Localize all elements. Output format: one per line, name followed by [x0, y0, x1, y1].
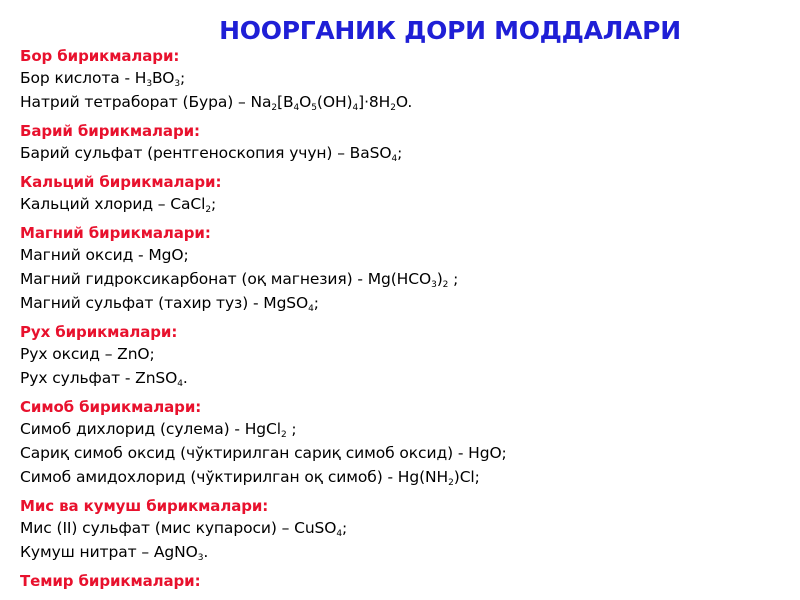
- section-heading: Магний бирикмалари:: [20, 224, 211, 242]
- compound-line: [20, 417, 790, 441]
- section-heading: Рух бирикмалари:: [20, 323, 178, 341]
- subscript: 2: [271, 103, 278, 113]
- line-text: .: [182, 369, 188, 387]
- subscript: 4: [293, 103, 300, 113]
- compound-line: [20, 141, 790, 165]
- compound-line: [20, 366, 790, 390]
- line-text: Магний гидроксикарбонат (оқ магнезия) - Mg(HCO: [20, 270, 432, 288]
- compound-line: [20, 267, 790, 291]
- section-heading: Симоб бирикмалари:: [20, 398, 202, 416]
- subscript: 3: [174, 79, 181, 89]
- line-text: BO: [152, 69, 175, 87]
- line-text: Сариқ симоб оксид (чўктирилган сариқ симоб оксид) - HgO;: [20, 444, 507, 462]
- section-heading: Темир бирикмалари:: [20, 572, 201, 590]
- subscript: 4: [352, 103, 359, 113]
- page-title: НООРГАНИК ДОРИ МОДДАЛАРИ: [219, 16, 681, 45]
- section: [20, 496, 790, 564]
- line-text: (OH): [316, 93, 353, 111]
- content-body: [20, 46, 790, 598]
- section: [20, 121, 790, 165]
- subscript: 2: [448, 478, 454, 488]
- compound-line: [20, 66, 790, 90]
- subscript: 4: [308, 304, 314, 314]
- line-text: ;: [210, 195, 217, 213]
- subscript: 3: [146, 79, 153, 89]
- section-heading: Мис ва кумуш бирикмалари:: [20, 497, 269, 515]
- line-text: Рух сульфат - ZnSO: [20, 369, 178, 387]
- line-text: .: [203, 543, 209, 561]
- section: [20, 172, 790, 216]
- line-text: ;: [313, 294, 319, 312]
- subscript: 2: [205, 205, 211, 215]
- line-text: Бор кислота - H: [20, 69, 147, 87]
- line-text: ): [436, 270, 443, 288]
- line-text: Рух оксид – ZnO;: [20, 345, 155, 363]
- line-text: ;: [342, 519, 348, 537]
- subscript: 4: [336, 529, 343, 539]
- line-text: ;: [397, 144, 403, 162]
- section: [20, 571, 790, 591]
- line-text: Кальций хлорид – CaCl: [20, 195, 206, 213]
- compound-line: [20, 243, 790, 267]
- compound-line: [20, 192, 790, 216]
- line-text: ]·8H: [358, 93, 391, 111]
- section: [20, 322, 790, 390]
- line-text: Магний сульфат (тахир туз) - MgSO: [20, 294, 309, 312]
- line-text: Симоб амидохлорид (чўктирилган оқ симоб) - Hg(NH: [20, 468, 449, 486]
- subscript: 2: [390, 103, 396, 113]
- line-text: ;: [180, 69, 186, 87]
- line-text: Магний оксид - MgO;: [20, 246, 189, 264]
- line-text: )Cl;: [453, 468, 480, 486]
- compound-line: [20, 465, 790, 489]
- section: [20, 397, 790, 489]
- line-text: Мис (II) сульфат (мис купароси) – CuSO: [20, 519, 337, 537]
- compound-line: [20, 441, 790, 465]
- compound-line: [20, 540, 790, 564]
- compound-line: [20, 291, 790, 315]
- section: [20, 46, 790, 114]
- subscript: 4: [177, 379, 183, 389]
- section: [20, 223, 790, 315]
- subscript: 2: [280, 430, 287, 440]
- compound-line: [20, 516, 790, 540]
- subscript: 5: [311, 103, 317, 113]
- section-heading: Бор бирикмалари:: [20, 47, 180, 65]
- line-text: Натрий тетраборат (Бура) – Na: [20, 93, 272, 111]
- compound-line: [20, 90, 790, 114]
- compound-line: [20, 342, 790, 366]
- subscript: 2: [442, 280, 449, 290]
- line-text: Кумуш нитрат – AgNO: [20, 543, 198, 561]
- subscript: 3: [431, 280, 437, 290]
- section-heading: Барий бирикмалари:: [20, 122, 200, 140]
- line-text: [B: [277, 93, 294, 111]
- section-heading: Кальций бирикмалари:: [20, 173, 222, 191]
- line-text: Симоб дихлорид (сулема) - HgCl: [20, 420, 281, 438]
- line-text: ;: [286, 420, 297, 438]
- line-text: Барий сульфат (рентгеноскопия учун) – BaSO: [20, 144, 392, 162]
- line-text: ;: [448, 270, 459, 288]
- line-text: O.: [395, 93, 413, 111]
- subscript: 4: [391, 154, 398, 164]
- subscript: 3: [197, 553, 204, 563]
- line-text: O: [299, 93, 312, 111]
